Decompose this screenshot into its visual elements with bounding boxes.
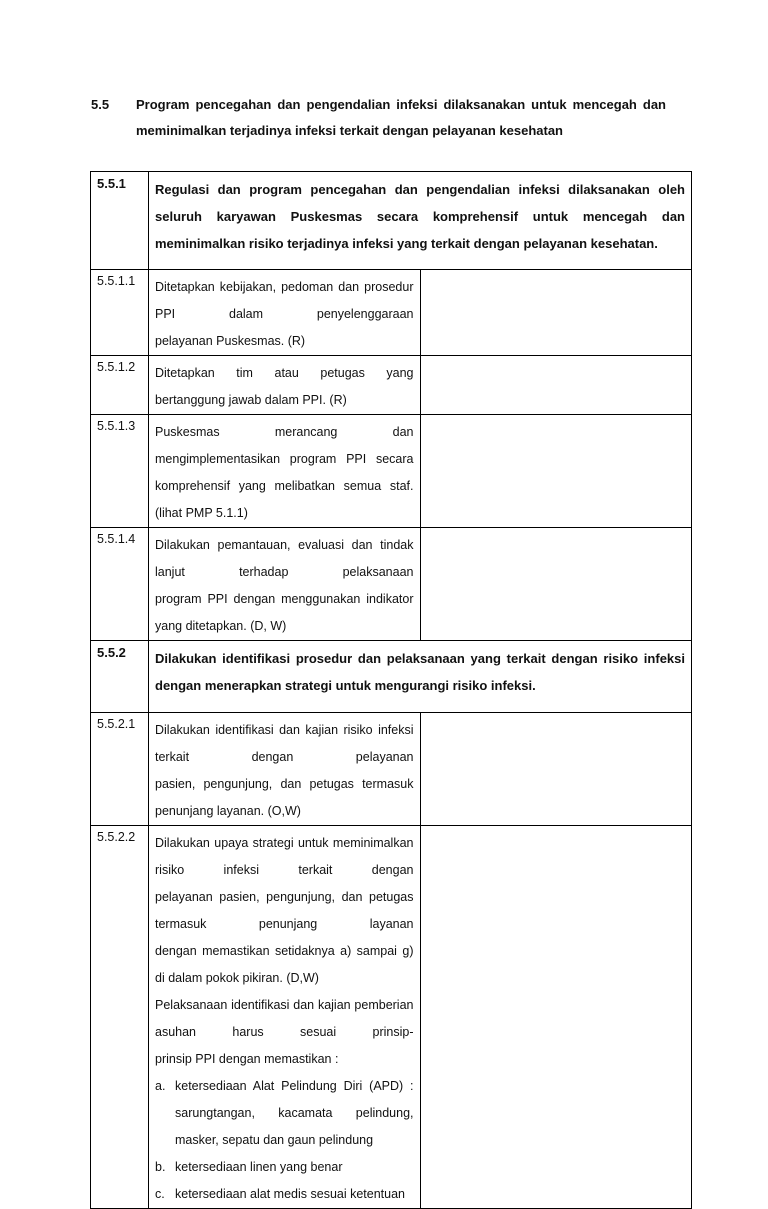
list-item-text: sarungtangan, kacamata pelindung, masker, sepatu dan gaun pelindung	[175, 1106, 414, 1147]
criteria-text	[149, 528, 421, 641]
section-title-line: meminimalkan terjadinya infeksi terkait dengan pelayanan kesehatan	[136, 123, 564, 138]
criteria-code: 5.5.2.1	[91, 713, 149, 826]
text-line: seluruh karyawan Puskesmas secara komprehensif untuk mencegah dan	[155, 209, 685, 224]
text-line: Puskesmas merancang dan mengimplementasikan program PPI secara	[155, 425, 414, 466]
section-title	[136, 92, 666, 144]
criteria-code: 5.5.1.3	[91, 415, 149, 528]
text-line: program PPI dengan menggunakan indikator yang ditetapkan. (D, W)	[155, 592, 414, 633]
check-cell[interactable]	[420, 415, 692, 528]
criteria-code: 5.5.1.2	[91, 356, 149, 415]
criteria-code: 5.5.1.1	[91, 270, 149, 356]
standard-code: 5.5.1	[91, 172, 149, 270]
text-line: Pelaksanaan identifikasi dan kajian pemberian asuhan harus sesuai prinsip-	[155, 998, 414, 1039]
table-row	[91, 528, 692, 641]
list-item	[155, 1181, 414, 1208]
criteria-text	[149, 415, 421, 528]
section-title-line: Program pencegahan dan pengendalian infeksi dilaksanakan untuk mencegah dan	[136, 97, 666, 112]
table-row	[91, 356, 692, 415]
standards-table	[90, 171, 692, 1209]
text-line: pasien, pengunjung, dan petugas termasuk penunjang layanan. (O,W)	[155, 777, 414, 818]
text-line: Regulasi dan program pencegahan dan pengendalian infeksi dilaksanakan oleh	[155, 182, 685, 197]
list-marker: c.	[155, 1187, 165, 1201]
text-line: pelayanan pasien, pengunjung, dan petugas termasuk penunjang layanan	[155, 890, 414, 931]
text-line: dengan memastikan setidaknya a) sampai g) di dalam pokok pikiran. (D,W)	[155, 944, 414, 985]
criteria-text	[149, 356, 421, 415]
list-marker: a.	[155, 1079, 166, 1093]
check-cell[interactable]	[420, 713, 692, 826]
text-line: pelayanan Puskesmas. (R)	[155, 334, 306, 348]
table-row	[91, 641, 692, 713]
text-line: Dilakukan upaya strategi untuk meminimalkan risiko infeksi terkait dengan	[155, 836, 414, 877]
standard-code: 5.5.2	[91, 641, 149, 713]
text-line: Dilakukan identifikasi prosedur dan pelaksanaan yang terkait dengan risiko infeksi	[155, 651, 685, 666]
list-item-text: ketersediaan alat medis sesuai ketentuan	[175, 1187, 406, 1201]
criteria-text	[149, 826, 421, 1209]
list-item	[155, 1154, 414, 1181]
criteria-text	[149, 713, 421, 826]
list-marker: b.	[155, 1160, 166, 1174]
text-line: komprehensif yang melibatkan semua staf. (lihat PMP 5.1.1)	[155, 479, 414, 520]
criteria-text	[149, 270, 421, 356]
list-item-text: ketersediaan linen yang benar	[175, 1160, 343, 1174]
criteria-code: 5.5.2.2	[91, 826, 149, 1209]
text-line: Dilakukan pemantauan, evaluasi dan tindak lanjut terhadap pelaksanaan	[155, 538, 414, 579]
table-row	[91, 713, 692, 826]
standard-text	[149, 172, 692, 270]
check-cell[interactable]	[420, 826, 692, 1209]
list-item-text: ketersediaan Alat Pelindung Diri (APD) :	[175, 1079, 414, 1093]
check-cell[interactable]	[420, 270, 692, 356]
table-row	[91, 172, 692, 270]
text-line: Ditetapkan kebijakan, pedoman dan prosedur PPI dalam penyelenggaraan	[155, 280, 414, 321]
check-cell[interactable]	[420, 356, 692, 415]
criteria-code: 5.5.1.4	[91, 528, 149, 641]
list-item	[155, 1073, 414, 1154]
standard-text	[149, 641, 692, 713]
text-line: Dilakukan identifikasi dan kajian risiko infeksi terkait dengan pelayanan	[155, 723, 414, 764]
section-number: 5.5	[91, 97, 110, 112]
check-cell[interactable]	[420, 528, 692, 641]
text-line: Ditetapkan tim atau petugas yang bertanggung jawab dalam PPI. (R)	[155, 366, 414, 407]
text-line: dengan menerapkan strategi untuk mengurangi risiko infeksi.	[155, 678, 536, 693]
table-row	[91, 415, 692, 528]
text-line: prinsip PPI dengan memastikan :	[155, 1052, 339, 1066]
text-line: meminimalkan risiko terjadinya infeksi yang terkait dengan pelayanan kesehatan.	[155, 236, 658, 251]
table-row	[91, 270, 692, 356]
table-row	[91, 826, 692, 1209]
